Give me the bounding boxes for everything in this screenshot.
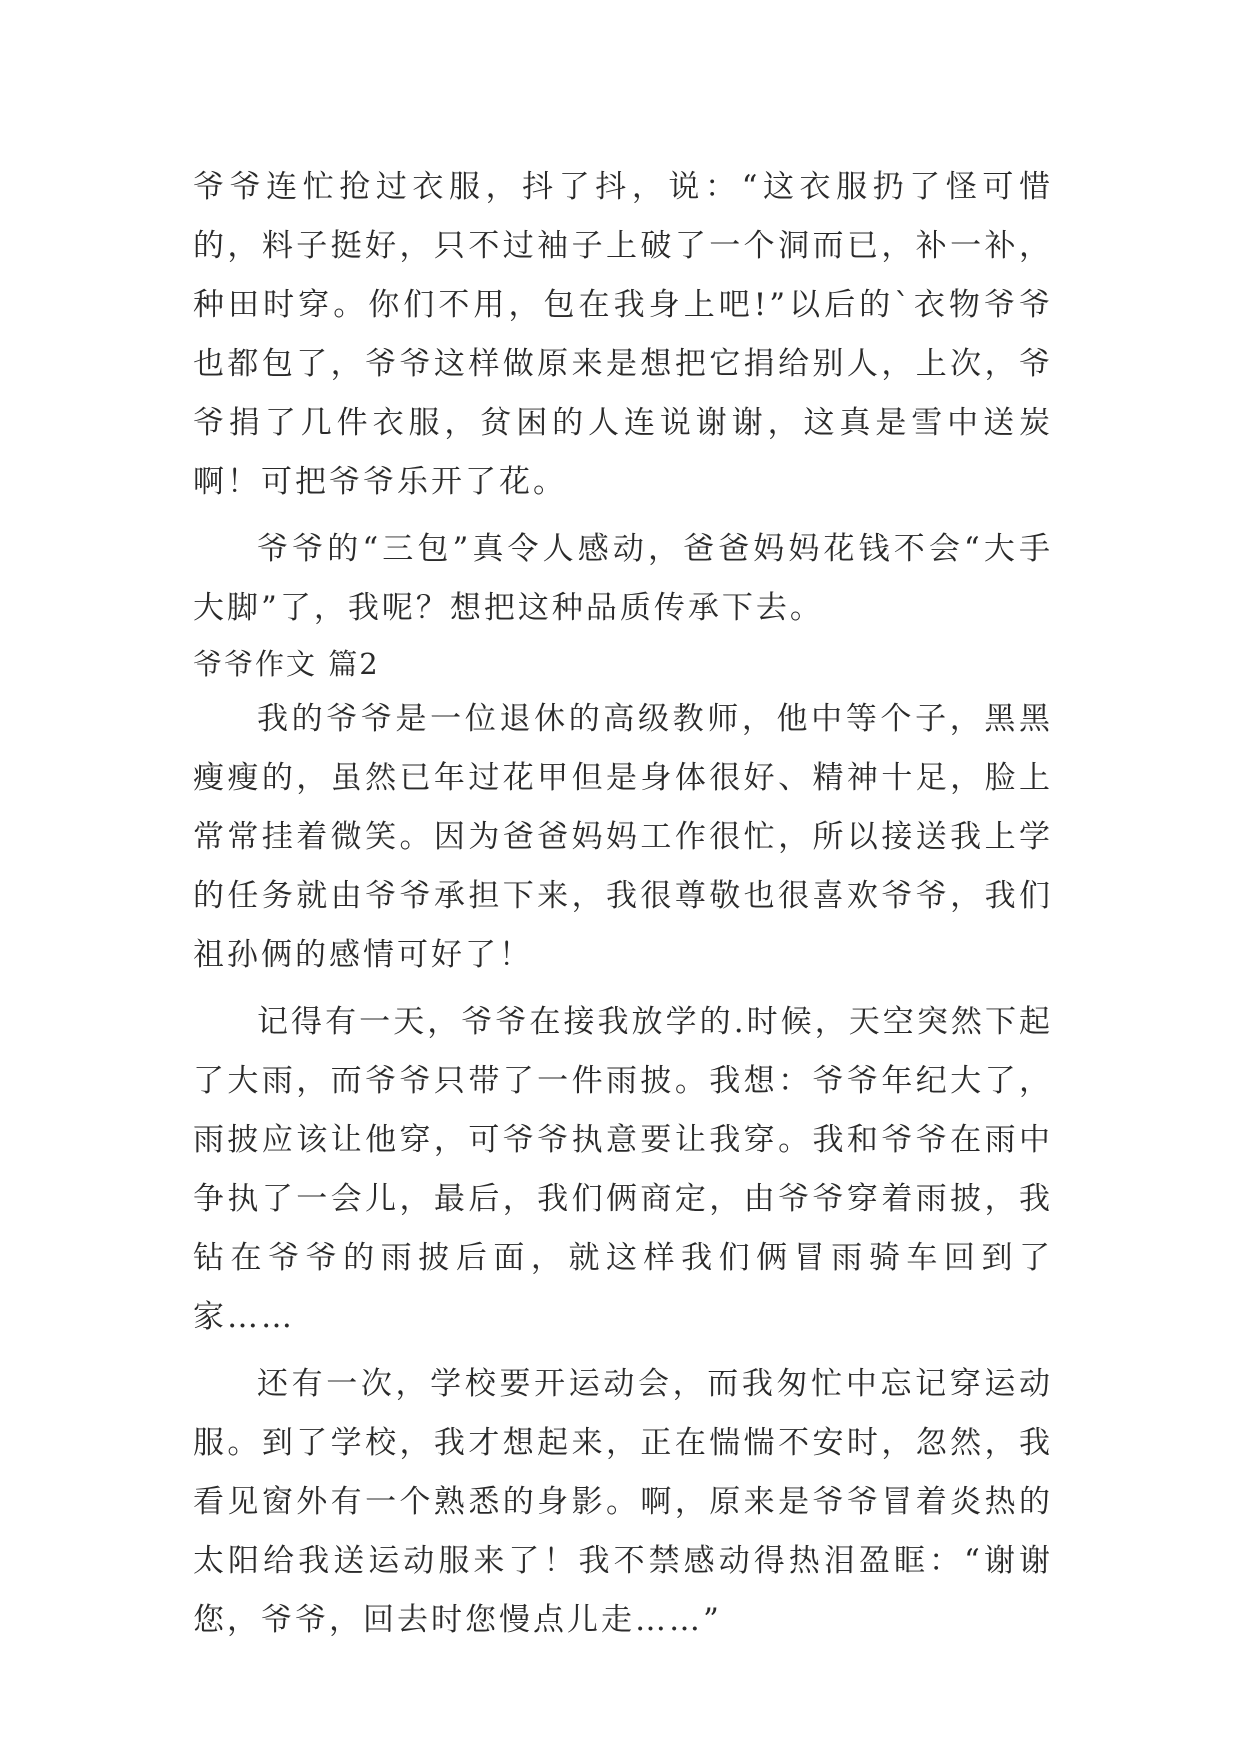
paragraph-grandpa-intro: 我的爷爷是一位退休的高级教师，他中等个子，黑黑瘦瘦的，虽然已年过花甲但是身体很好、精神十足，脸上常常挂着微笑。因为爸爸妈妈工作很忙，所以接送我上学的任务就由爷爷承担下来，我很尊敬也很喜欢爷爷，我们祖孙俩的感情可好了！ [193,701,1053,973]
paragraph-continued: 爷爷连忙抢过衣服，抖了抖，说：“这衣服扔了怪可惜的，料子挺好，只不过袖子上破了一个洞而已，补一补，种田时穿。你们不用，包在我身上吧!”以后的`衣物爷爷也都包了，爷爷这样做原来是想把它捐给别人，上次，爷爷捐了几件衣服，贫困的人连说谢谢，这真是雪中送炭啊！可把爷爷乐开了花。 [193,169,1053,500]
paragraph-gap [193,985,1053,993]
paragraph-sports-day: 还有一次，学校要开运动会，而我匆忙中忘记穿运动服。到了学校，我才想起来，正在惴惴不安时，忽然，我看见窗外有一个熟悉的身影。啊，原来是爷爷冒着炎热的太阳给我送运动服来了！我不禁感动得热泪盈眶：“谢谢您，爷爷，回去时您慢点儿走……” [193,1366,1053,1638]
document-page [193,158,1053,1650]
paragraph-gap [193,1347,1053,1355]
paragraph-rain-story: 记得有一天，爷爷在接我放学的.时候，天空突然下起了大雨，而爷爷只带了一件雨披。我想：爷爷年纪大了，雨披应该让他穿，可爷爷执意要让我穿。我和爷爷在雨中争执了一会儿，最后，我们俩商定，由爷爷穿着雨披，我钻在爷爷的雨披后面，就这样我们俩冒雨骑车回到了家…… [193,1004,1053,1335]
section-heading: 爷爷作文 篇2 [193,647,380,681]
paragraph-three-bao: 爷爷的“三包”真令人感动，爸爸妈妈花钱不会“大手大脚”了，我呢？想把这种品质传承下去。 [193,531,1053,626]
paragraph-gap [193,512,1053,520]
